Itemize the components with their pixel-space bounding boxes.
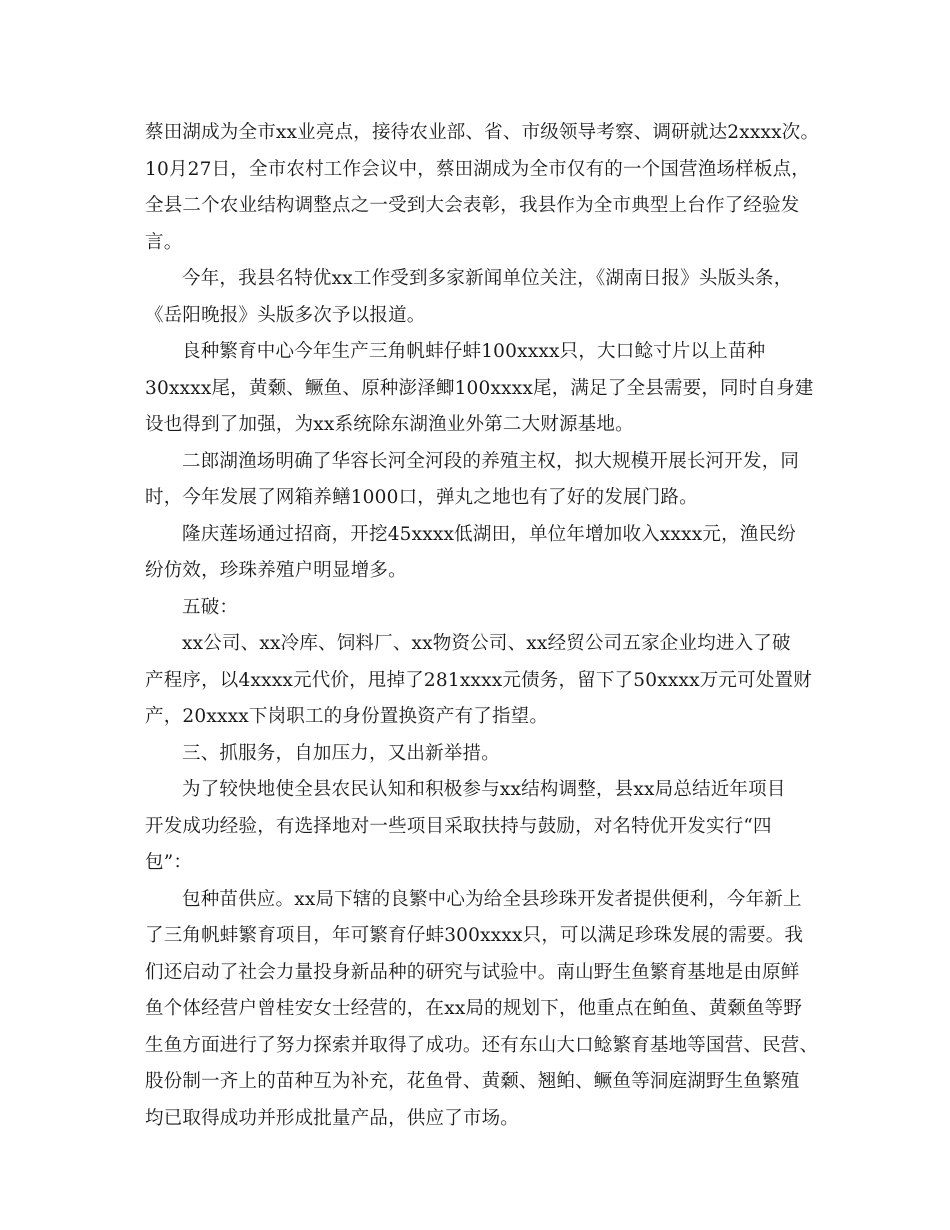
paragraph-line: 言。	[145, 231, 183, 253]
paragraph-line: 产程序，以4xxxx元代价，甩掉了281xxxx元债务，留下了50xxxx万元可处置财	[145, 669, 812, 691]
paragraph-line: 们还启动了社会力量投身新品种的研究与试验中。南山野生鱼繁育基地是由原鲜	[145, 961, 800, 983]
paragraph-line: 均已取得成功并形成批量产品，供应了市场。	[145, 1107, 520, 1129]
paragraph-line: 《岳阳晚报》头版多次予以报道。	[145, 304, 426, 326]
paragraph-line: 蔡田湖成为全市xx业亮点，接待农业部、省、市级领导考察、调研就达2xxxx次。	[145, 122, 820, 143]
paragraph-line: 30xxxx尾，黄颡、鳜鱼、原种澎泽鲫100xxxx尾，满足了全县需要，同时自身建	[145, 377, 814, 399]
paragraph-line: 纷仿效，珍珠养殖户明显增多。	[145, 560, 407, 581]
paragraph-line: 开发成功经验，有选择地对一些项目采取扶持与鼓励，对名特优开发实行“四	[145, 815, 772, 837]
paragraph-line: 股份制一齐上的苗种互为补充，花鱼骨、黄颡、翘鲌、鳜鱼等洞庭湖野生鱼繁殖	[145, 1071, 800, 1092]
paragraph-line: 生鱼方面进行了努力探索并取得了成功。还有东山大口鲶繁育基地等国营、民营、	[145, 1034, 819, 1056]
section-heading: 三、抓服务，自加压力，又出新举措。	[182, 742, 500, 764]
paragraph-line: 全县二个农业结构调整点之一受到大会表彰，我县作为全市典型上台作了经验发	[145, 195, 800, 216]
paragraph-line: 设也得到了加强，为xx系统除东湖渔业外第二大财源基地。	[145, 414, 634, 435]
paragraph-line: 隆庆莲场通过招商，开挖45xxxx低湖田，单位年增加收入xxxx元，渔民纷	[182, 523, 796, 545]
paragraph-line: 包种苗供应。xx局下辖的良繁中心为给全县珍珠开发者提供便利，今年新上	[182, 888, 802, 910]
document-body	[145, 115, 820, 1137]
paragraph-line: 包”：	[145, 852, 193, 873]
paragraph-line: 产，20xxxx下岗职工的身份置换资产有了指望。	[145, 706, 549, 727]
paragraph-line: 良种繁育中心今年生产三角帆蚌仔蚌100xxxx只，大口鲶寸片以上苗种	[182, 341, 766, 362]
paragraph-line: 10月27日，全市农村工作会议中，蔡田湖成为全市仅有的一个国营渔场样板点，	[145, 158, 810, 180]
paragraph-line: 为了较快地使全县农民认知和积极参与xx结构调整，县xx局总结近年项目	[182, 779, 786, 800]
paragraph-line: 二郎湖渔场明确了华容长河全河段的养殖主权，拟大规模开展长河开发，同	[182, 450, 800, 472]
paragraph-line: 了三角帆蚌繁育项目，年可繁育仔蚌300xxxx只，可以满足珍珠发展的需要。我	[145, 925, 804, 946]
paragraph-line: 今年，我县名特优xx工作受到多家新闻单位关注，《湖南日报》头版头条，	[182, 268, 793, 289]
paragraph-line: xx公司、xx冷库、饲料厂、xx物资公司、xx经贸公司五家企业均进入了破	[182, 633, 791, 654]
section-heading: 五破：	[182, 596, 239, 618]
paragraph-line: 鱼个体经营户曾桂安女士经营的，在xx局的规划下，他重点在鲌鱼、黄颡鱼等野	[145, 998, 803, 1019]
paragraph-line: 时，今年发展了网箱养鳝1000口，弹丸之地也有了好的发展门路。	[145, 487, 698, 508]
